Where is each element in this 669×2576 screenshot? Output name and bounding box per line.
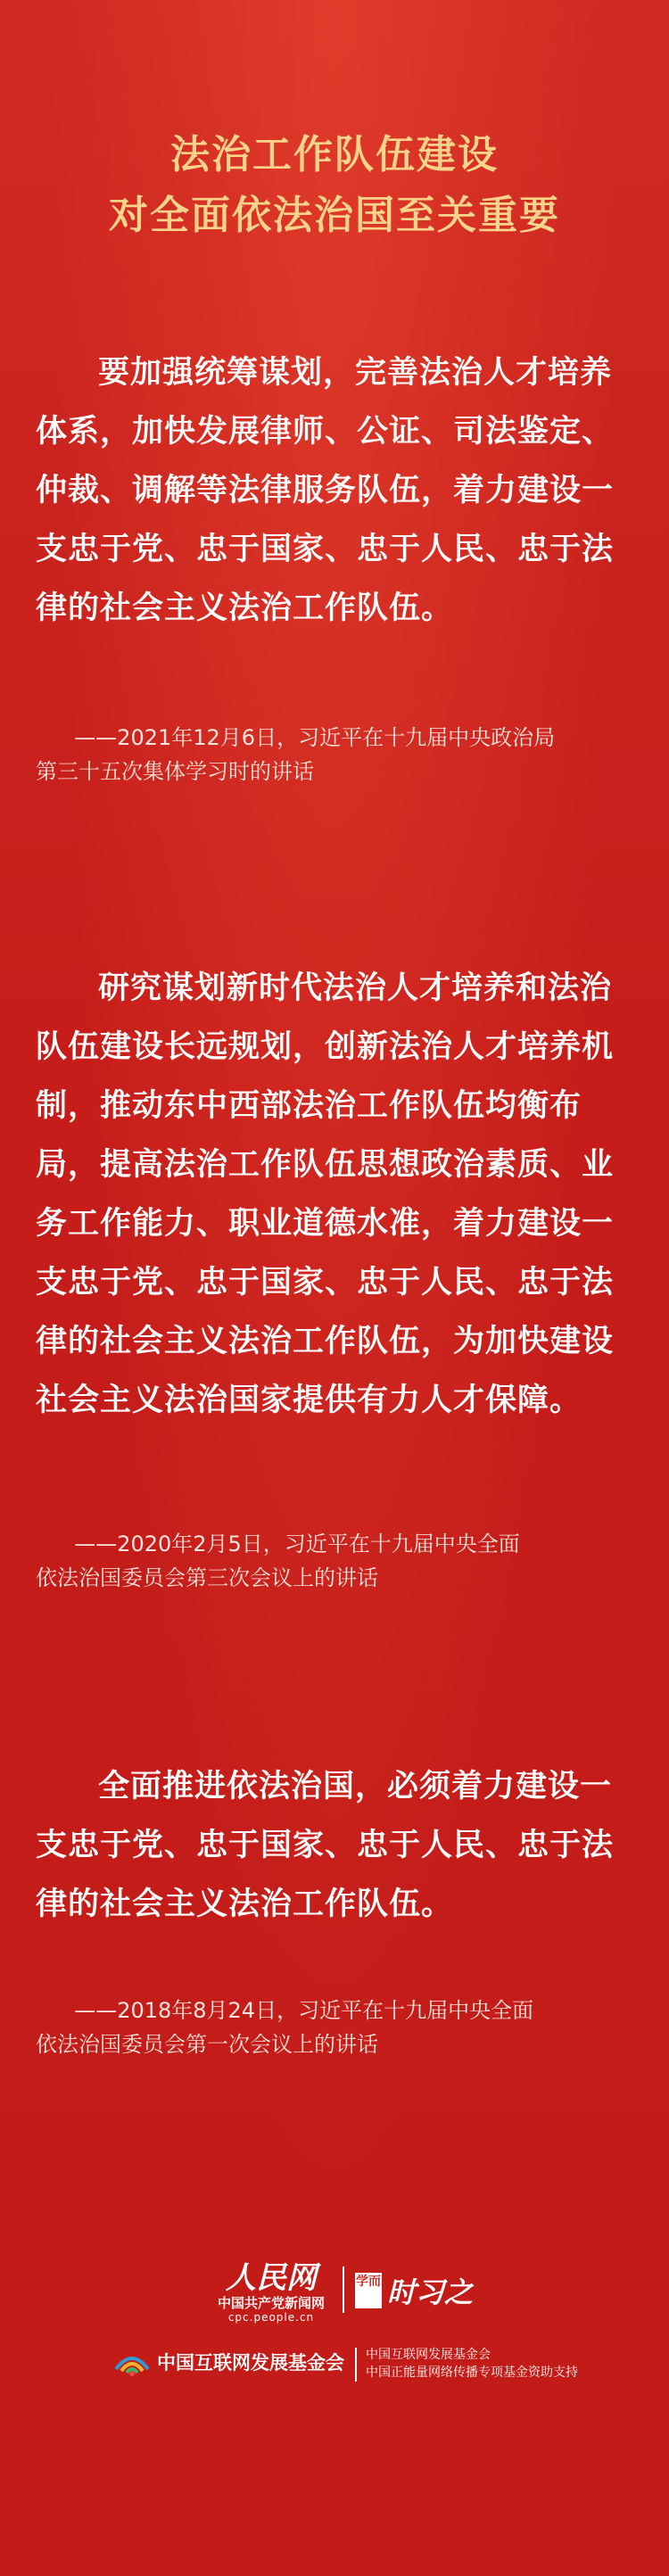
logo-divider bbox=[343, 2266, 344, 2313]
quote-1 bbox=[36, 343, 633, 638]
renmin-logo bbox=[214, 2261, 328, 2324]
quote-3-body: 全面推进依法治国，必须着力建设一支忠于党、忠于国家、忠于人民、忠于法律的社会主义法治工作队伍。 bbox=[36, 1769, 615, 1922]
cidf-logo-icon bbox=[112, 2346, 152, 2378]
quote-3-source-line-1: ——2018年8月24日，习近平在十九届中央全面 bbox=[74, 1998, 534, 2023]
page-title bbox=[0, 125, 669, 246]
renmin-logo-wordmark: 人民网 bbox=[226, 2260, 317, 2296]
quote-3-source bbox=[36, 1994, 633, 2061]
quote-2-source bbox=[36, 1527, 633, 1595]
quote-3-source-line-2: 依法治国委员会第一次会议上的讲话 bbox=[36, 2032, 378, 2057]
foundation-divider bbox=[355, 2348, 357, 2382]
quote-1-body: 要加强统筹谋划，完善法治人才培养体系，加快发展律师、公证、司法鉴定、仲裁、调解等法律服务队伍，着力建设一支忠于党、忠于国家、忠于人民、忠于法律的社会主义法治工作队伍。 bbox=[36, 355, 615, 626]
cidf-name: 中国互联网发展基金会 bbox=[157, 2352, 344, 2374]
foundation-logos bbox=[0, 2337, 669, 2390]
quote-2 bbox=[36, 959, 633, 1430]
title-line-2: 对全面依法治国至关重要 bbox=[109, 193, 560, 238]
renmin-logo-cn: 中国共产党新闻网 bbox=[217, 2295, 325, 2311]
xuexi-name: 时习之 bbox=[387, 2275, 474, 2309]
renmin-logo-en: cpc.people.cn bbox=[227, 2311, 315, 2324]
quote-1-source-line-2: 第三十五次集体学习时的讲话 bbox=[36, 759, 314, 784]
fund-line-2: 中国正能量网络传播专项基金资助支持 bbox=[366, 2365, 578, 2380]
fund-line-1: 中国互联网发展基金会 bbox=[366, 2348, 491, 2362]
partner-logos bbox=[0, 2261, 669, 2324]
quote-3 bbox=[36, 1757, 633, 1934]
title-line-1: 法治工作队伍建设 bbox=[170, 132, 499, 178]
quote-2-source-line-2: 依法治国委员会第三次会议上的讲话 bbox=[36, 1565, 378, 1590]
xuexi-logo bbox=[355, 2270, 473, 2311]
xuexi-badge: 学而 bbox=[355, 2273, 382, 2308]
quote-1-source bbox=[36, 721, 633, 788]
fund-support-text bbox=[366, 2346, 578, 2382]
quote-2-body: 研究谋划新时代法治人才培养和法治队伍建设长远规划，创新法治人才培养机制，推动东中西部法治工作队伍均衡布局，提高法治工作队伍思想政治素质、业务工作能力、职业道德水准，着力建设一支忠于党、忠于国家、忠于人民、忠于法律的社会主义法治工作队伍，为加快建设社会主义法治国家提供有力人才保障。 bbox=[36, 970, 615, 1418]
quote-2-source-line-1: ——2020年2月5日，习近平在十九届中央全面 bbox=[74, 1532, 520, 1556]
quote-1-source-line-1: ——2021年12月6日，习近平在十九届中央政治局 bbox=[74, 725, 556, 750]
